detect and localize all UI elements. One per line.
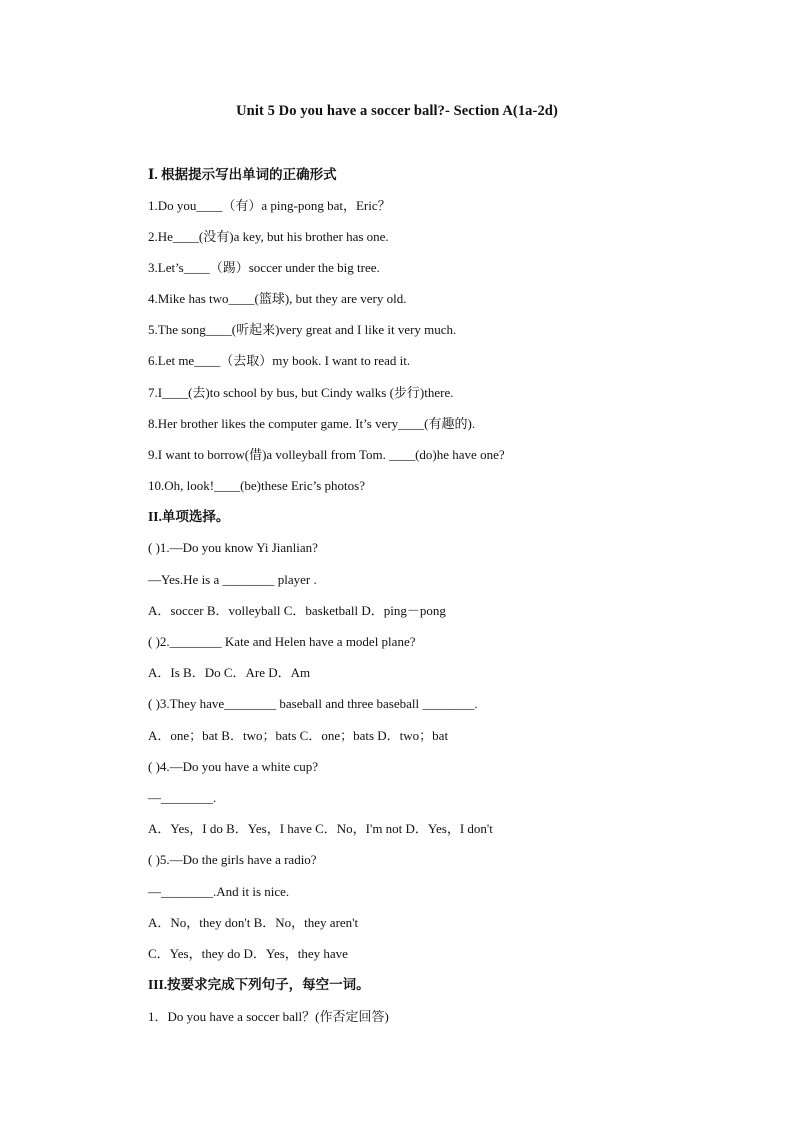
fill-item: 8.Her brother likes the computer game. It’s very____(有趣的). [148,416,476,431]
section1-heading: Ⅰ. 根据提示写出单词的正确形式 [148,167,337,182]
options-line: C．Yes，they do D．Yes，they have [148,946,348,961]
fill-item: 9.I want to borrow(借)a volleyball from Tom. ____(do)he have one? [148,447,505,462]
fill-item: 3.Let’s____（踢）soccer under the big tree. [148,260,380,275]
options-line: A．one；bat B．two；bats C．one；bats D．two；bat [148,728,449,743]
rewrite-item: 1．Do you have a soccer ball？(作否定回答) [148,1009,389,1024]
options-line: A．No，they don't B．No，they aren't [148,915,359,930]
options-line: A．Yes，I do B．Yes，I have C．No，I'm not D．Yes，I don't [148,821,493,836]
question-line: ( )4.—Do you have a white cup? [148,759,319,774]
options-line: A．soccer B．volleyball C．basketball D．ping－pong [148,603,446,618]
question-line: ( )3.They have________ baseball and three baseball ________. [148,696,478,711]
answer-line: —________. [148,790,217,805]
question-line: ( )5.—Do the girls have a radio? [148,852,317,867]
fill-item: 7.I____(去)to school by bus, but Cindy walks (步行)there. [148,385,454,400]
page-title: Unit 5 Do you have a soccer ball?- Section A(1a-2d) [236,103,558,119]
fill-item: 2.He____(没有)a key, but his brother has one. [148,229,389,244]
question-line: ( )1.—Do you know Yi Jianlian? [148,540,318,555]
question-line: ( )2.________ Kate and Helen have a model plane? [148,634,416,649]
section2-heading: II.单项选择。 [148,509,230,524]
answer-line: —________.And it is nice. [148,884,290,899]
fill-item: 5.The song____(听起来)very great and I like it very much. [148,322,457,337]
fill-item: 10.Oh, look!____(be)these Eric’s photos? [148,478,365,493]
question-line: —Yes.He is a ________ player . [148,572,317,587]
fill-item: 6.Let me____（去取）my book. I want to read it. [148,353,411,368]
section3-heading: III.按要求完成下列句子，每空一词。 [148,977,370,992]
fill-item: 1.Do you____（有）a ping-pong bat，Eric？ [148,198,391,213]
fill-item: 4.Mike has two____(篮球), but they are very old. [148,291,407,306]
options-line: A．Is B．Do C．Are D．Am [148,665,311,680]
